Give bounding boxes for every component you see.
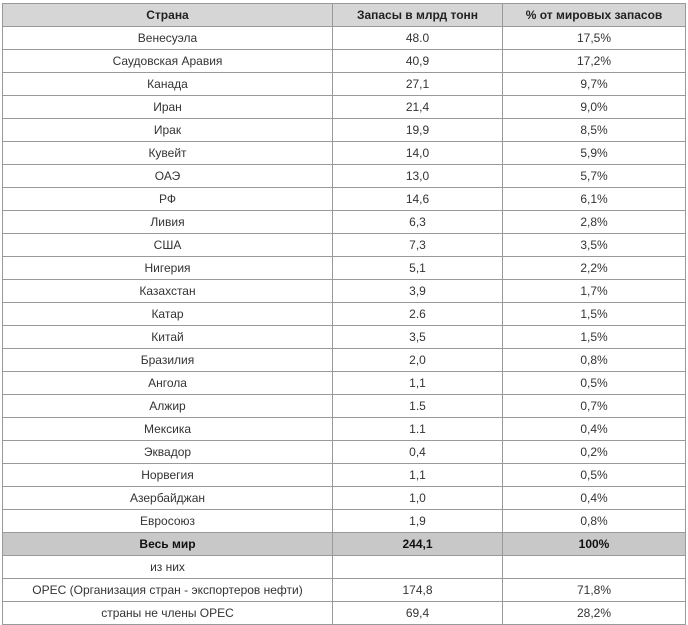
country-cell: РФ: [3, 188, 333, 211]
country-cell: Венесуэла: [3, 27, 333, 50]
subheading-cell: из них: [3, 556, 333, 579]
reserves-cell: 14,6: [333, 188, 503, 211]
reserves-cell: 1,1: [333, 372, 503, 395]
country-cell: Кувейт: [3, 142, 333, 165]
percent-cell: 0,8%: [503, 510, 686, 533]
table-row: [3, 188, 686, 211]
country-cell: США: [3, 234, 333, 257]
reserves-cell: 1.5: [333, 395, 503, 418]
percent-cell: 1,7%: [503, 280, 686, 303]
reserves-cell: 40,9: [333, 50, 503, 73]
table-row: [3, 464, 686, 487]
reserves-cell: 21,4: [333, 96, 503, 119]
country-cell: Иран: [3, 96, 333, 119]
percent-cell: 28,2%: [503, 602, 686, 625]
percent-cell: 3,5%: [503, 234, 686, 257]
table-row: [3, 96, 686, 119]
table-row: [3, 349, 686, 372]
table-row: [3, 257, 686, 280]
reserves-cell: 1,1: [333, 464, 503, 487]
reserves-cell: 1.1: [333, 418, 503, 441]
country-cell: Катар: [3, 303, 333, 326]
table-row: [3, 142, 686, 165]
reserves-cell: 19,9: [333, 119, 503, 142]
table-row: [3, 211, 686, 234]
reserves-cell: 0,4: [333, 441, 503, 464]
subheading-row: [3, 556, 686, 579]
reserves-cell: 14,0: [333, 142, 503, 165]
country-cell: Казахстан: [3, 280, 333, 303]
percent-cell: 8,5%: [503, 119, 686, 142]
country-cell: Азербайджан: [3, 487, 333, 510]
country-cell: Норвегия: [3, 464, 333, 487]
country-cell: Ливия: [3, 211, 333, 234]
table-row: [3, 50, 686, 73]
reserves-cell: 2.6: [333, 303, 503, 326]
reserves-cell: 69,4: [333, 602, 503, 625]
table-row: [3, 326, 686, 349]
table-row: [3, 418, 686, 441]
country-cell: OPEC (Организация стран - экспортеров нефти): [3, 579, 333, 602]
reserves-cell: 27,1: [333, 73, 503, 96]
reserves-cell: 7,3: [333, 234, 503, 257]
total-percent-cell: 100%: [503, 533, 686, 556]
country-cell: Саудовская Аравия: [3, 50, 333, 73]
percent-cell: 0,2%: [503, 441, 686, 464]
country-cell: Алжир: [3, 395, 333, 418]
percent-cell: 0,5%: [503, 372, 686, 395]
table-row: [3, 27, 686, 50]
reserves-cell: 1,0: [333, 487, 503, 510]
reserves-cell: 3,9: [333, 280, 503, 303]
table-row: [3, 510, 686, 533]
percent-cell: 0,7%: [503, 395, 686, 418]
table-row: [3, 234, 686, 257]
country-cell: Ангола: [3, 372, 333, 395]
country-cell: Канада: [3, 73, 333, 96]
percent-cell: 9,0%: [503, 96, 686, 119]
header-percent: % от мировых запасов: [503, 4, 686, 27]
percent-cell: 1,5%: [503, 326, 686, 349]
header-reserves: Запасы в млрд тонн: [333, 4, 503, 27]
percent-cell: 2,8%: [503, 211, 686, 234]
country-cell: Мексика: [3, 418, 333, 441]
percent-cell: 0,5%: [503, 464, 686, 487]
percent-cell: 1,5%: [503, 303, 686, 326]
reserves-cell: 2,0: [333, 349, 503, 372]
percent-cell: 0,8%: [503, 349, 686, 372]
table-row: [3, 441, 686, 464]
percent-cell: 6,1%: [503, 188, 686, 211]
percent-cell: 0,4%: [503, 418, 686, 441]
country-cell: Евросоюз: [3, 510, 333, 533]
percent-cell: 5,9%: [503, 142, 686, 165]
table-row: [3, 372, 686, 395]
total-row: [3, 533, 686, 556]
country-cell: Нигерия: [3, 257, 333, 280]
reserves-cell: 174,8: [333, 579, 503, 602]
reserves-cell: 1,9: [333, 510, 503, 533]
country-cell: Эквадор: [3, 441, 333, 464]
table-row: [3, 303, 686, 326]
reserves-cell: [333, 556, 503, 579]
total-reserves-cell: 244,1: [333, 533, 503, 556]
country-cell: ОАЭ: [3, 165, 333, 188]
reserves-cell: 5,1: [333, 257, 503, 280]
reserves-cell: 6,3: [333, 211, 503, 234]
header-country: Страна: [3, 4, 333, 27]
reserves-cell: 13,0: [333, 165, 503, 188]
table-row: [3, 119, 686, 142]
percent-cell: 5,7%: [503, 165, 686, 188]
country-cell: Бразилия: [3, 349, 333, 372]
country-cell: страны не члены OPEC: [3, 602, 333, 625]
table-row: [3, 165, 686, 188]
reserves-cell: 48.0: [333, 27, 503, 50]
percent-cell: 17,5%: [503, 27, 686, 50]
percent-cell: 71,8%: [503, 579, 686, 602]
country-cell: Китай: [3, 326, 333, 349]
table-row: [3, 487, 686, 510]
percent-cell: 2,2%: [503, 257, 686, 280]
percent-cell: 9,7%: [503, 73, 686, 96]
percent-cell: 0,4%: [503, 487, 686, 510]
percent-cell: [503, 556, 686, 579]
reserves-cell: 3,5: [333, 326, 503, 349]
non-opec-row: [3, 602, 686, 625]
header-row: [3, 4, 686, 27]
table-row: [3, 395, 686, 418]
total-country-cell: Весь мир: [3, 533, 333, 556]
oil-reserves-table: [2, 3, 686, 625]
opec-row: [3, 579, 686, 602]
country-cell: Ирак: [3, 119, 333, 142]
percent-cell: 17,2%: [503, 50, 686, 73]
table-row: [3, 280, 686, 303]
table-row: [3, 73, 686, 96]
